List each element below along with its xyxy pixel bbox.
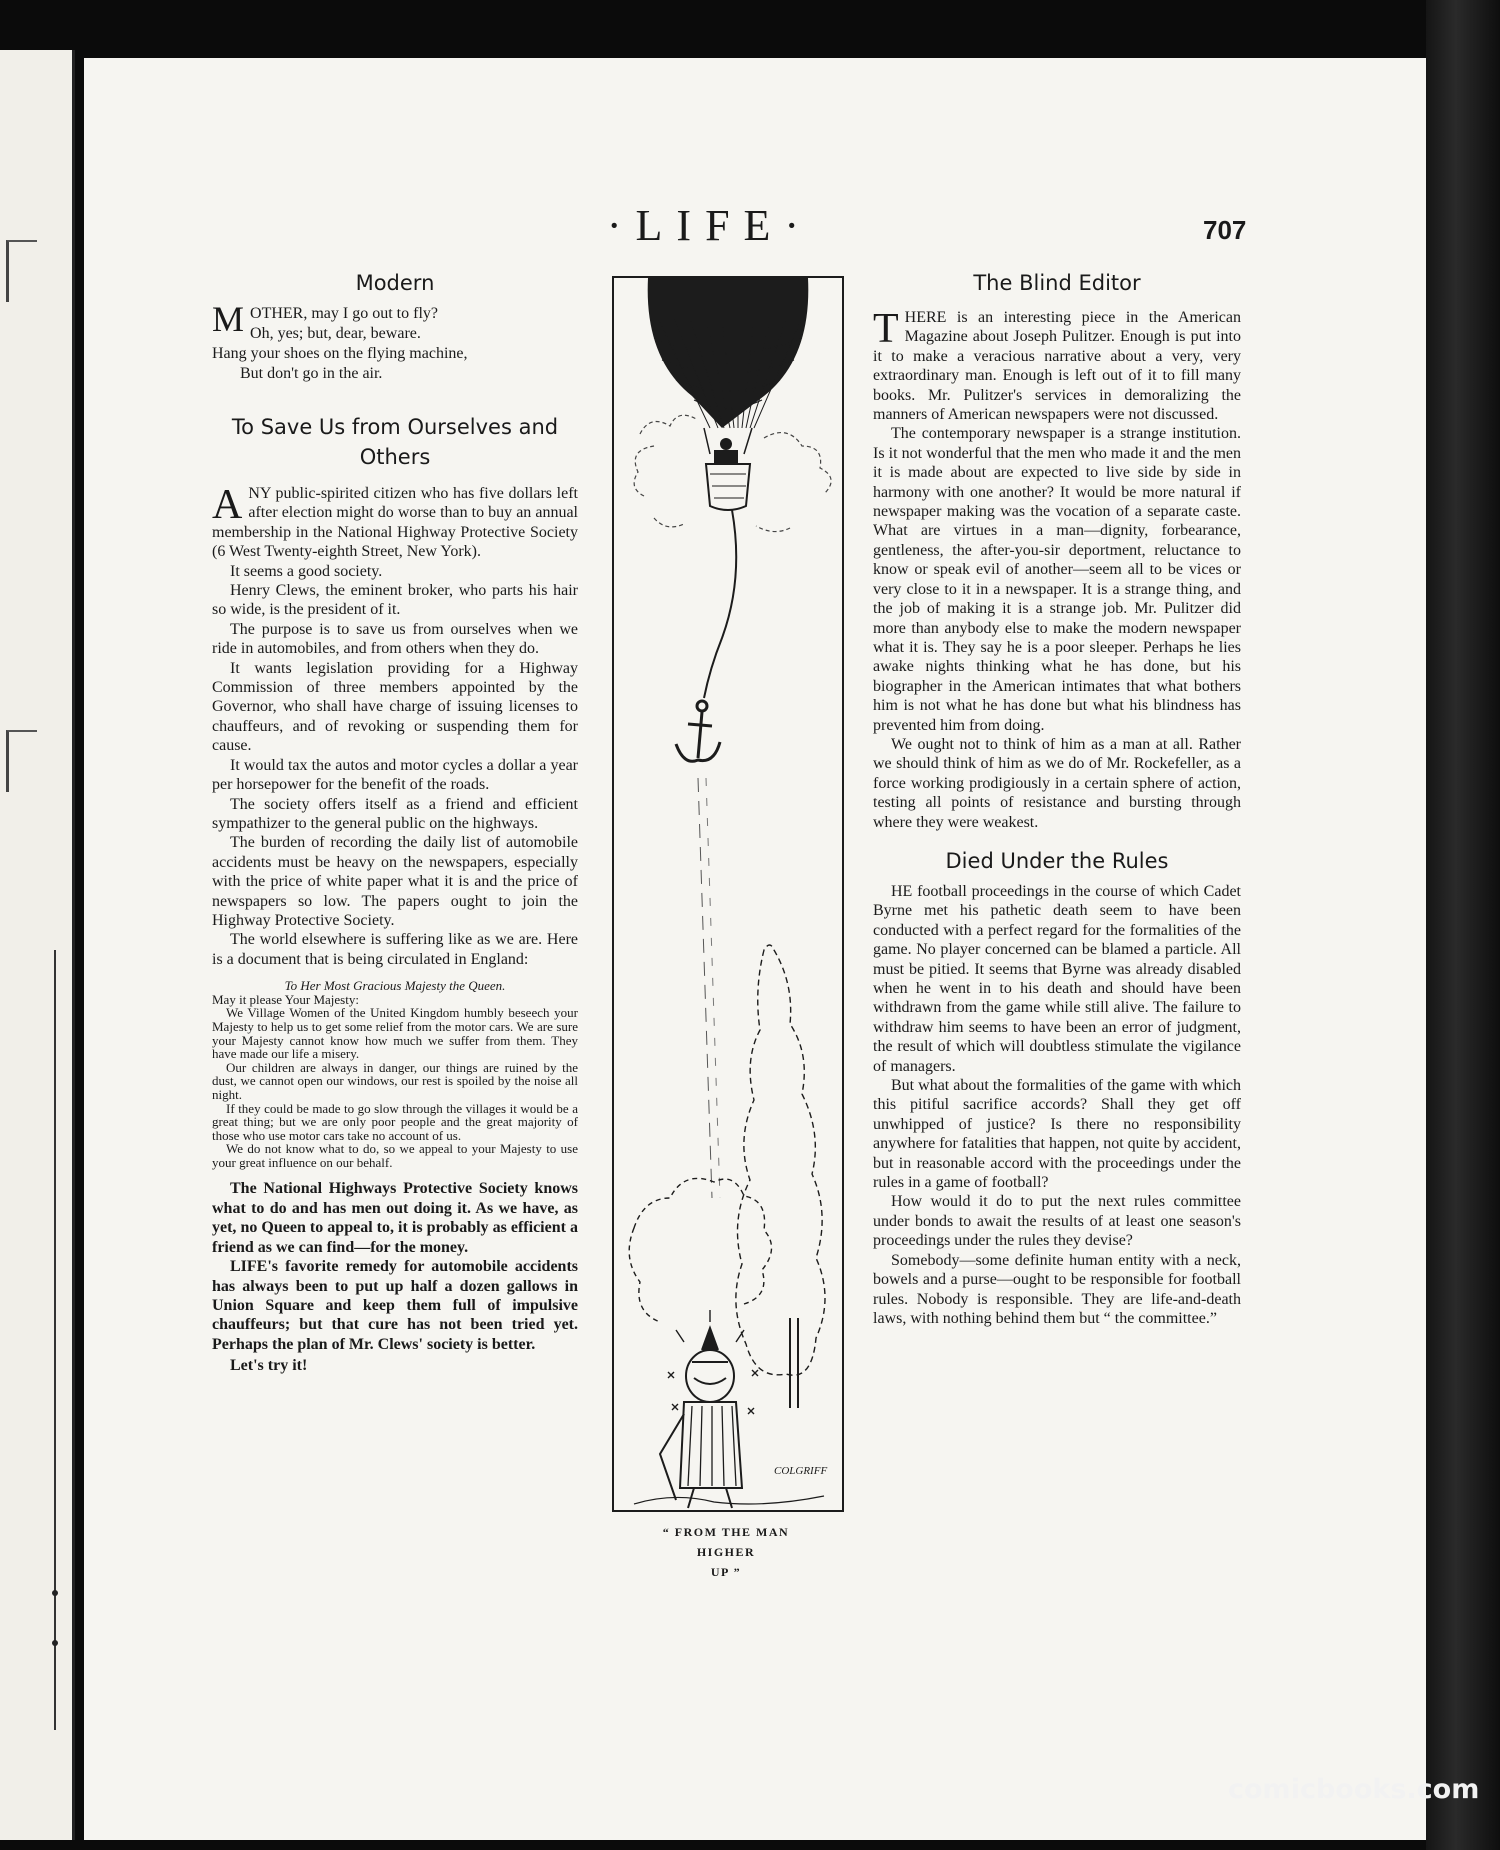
- petition-document: [212, 979, 578, 1169]
- paragraph: How would it do to put the next rules committee under bonds to await the results of at least one season's proceedings under the rules they devise?: [873, 1193, 1241, 1250]
- petition-paragraph: If they could be made to go slow through the villages it would be a great thing; but we are only poor people and the great majority of those who use motor cars take no account of us.: [212, 1100, 578, 1143]
- previous-page-edge: [0, 50, 75, 1840]
- poem-line: OTHER, may I go out to fly?: [250, 305, 438, 322]
- binding-dot: [52, 1640, 58, 1646]
- paragraph: The purpose is to save us from ourselves when we ride in automobiles, and from others when they do.: [212, 620, 578, 658]
- petition-paragraph: Our children are always in danger, our things are ruined by the dust, we cannot open our windows, our rest is spoiled by the noise all night.: [212, 1059, 578, 1102]
- binding-line: [54, 950, 56, 1730]
- paragraph: Henry Clews, the eminent broker, who parts his hair so wide, is the president of it.: [212, 582, 578, 619]
- paragraph: It wants legislation providing for a Highway Commission of three members appointed by the Governor, who shall have charge of issuing licenses to chauffeurs, and of revoking or suspending them for cause.: [212, 659, 578, 755]
- paragraph: The world elsewhere is suffering like as we are. Here is a document that is being circulated in England:: [212, 931, 578, 968]
- article-title-save-us: To Save Us from Ourselves and Others: [231, 415, 559, 469]
- petition-paragraph: We do not know what to do, so we appeal to your Majesty to use your great influence on our behalf.: [212, 1141, 578, 1170]
- paragraph: But what about the formalities of the game with which this pitiful sacrifice accords? Shall they get off unwhipped of justice? Is there no responsibility anywhere for fatalities that happen, not quite by accident, but in reasonable accord with the proceedings under the rules in a game of football?: [873, 1077, 1241, 1192]
- paragraph: HE football proceedings in the course of which Cadet Byrne met his pathetic death seem to have been conducted with a perfect regard for the formalities of the game. No player concerned can be blamed a particle. All must be pitied. It seems that Byrne was already disabled when he went in to his death and should have been withdrawn from the game while still alive. The failure to withdraw him seems to have been an error of judgment, the result of which will doubtless stimulate the vigilance of managers.: [873, 882, 1241, 1075]
- paragraph: The society offers itself as a friend and efficient sympathizer to the general public on the highways.: [212, 795, 578, 832]
- article-title-died-under-rules: Died Under the Rules: [945, 848, 1169, 873]
- paragraph: Somebody—some definite human entity with a neck, bowels and a purse—ought to be responsible for football rules. Nobody is responsible. They are life-and-death laws, with nothing behind them but “ the committee.”: [873, 1251, 1241, 1327]
- left-column: [212, 268, 578, 1376]
- balloon-cartoon-drawing: [614, 278, 842, 1510]
- struck-man-figure: [660, 1328, 742, 1508]
- poem-modern: [212, 299, 578, 384]
- binding-dot: [52, 1590, 58, 1596]
- article-title-modern: Modern: [355, 271, 435, 295]
- paragraph: The contemporary newspaper is a strange institution. Is it not wonderful that the men who made it and the men it is made about are expected to live side by side in harmony with one another? It would be more natural if newspaper making was the vocation of a separate caste. What are virtues in a man—dignity, forbearance, gentleness, the after-you-sir deportment, reluctance to know or speak evil of another—seem all to be vices or very close to it in a newspaper. It is a strange thing, and the job of making it is a strange job. Mr. Pulitzer did more than anybody else to make the modern newspaper what it is. They say he is a poor sleeper. Perhaps he lies awake nights thinking what he has done, but his biographer in the American intimates that what bothers him is not what he has done but what his blindness has prevented him from doing.: [873, 425, 1241, 734]
- balloon-basket: [706, 464, 750, 510]
- paragraph: The burden of recording the daily list of automobile accidents must be heavy on the newspapers, especially with the price of white paper what it is and the price of newspapers so low. The papers ought to join the Highway Protective Society.: [212, 834, 578, 929]
- petition-title: To Her Most Gracious Majesty the Queen.: [284, 978, 506, 994]
- scan-border: [1426, 0, 1500, 1850]
- tree-trunk: [790, 1318, 798, 1408]
- paragraph: ANY public-spirited citizen who has five dollars left after election might do worse than to buy an annual membership in the National Highway Protective Society (6 West Twenty-eighth Street, New York).: [212, 482, 578, 561]
- falling-motion-line: [698, 778, 712, 1198]
- cartoon-illustration: [612, 276, 844, 1512]
- dropcap: T: [873, 306, 899, 352]
- right-column: [873, 268, 1241, 1328]
- dropcap: M: [212, 299, 245, 339]
- page-number: 707: [1203, 215, 1247, 245]
- poem-line: Oh, yes; but, dear, beware.: [250, 325, 421, 342]
- paragraph: It seems a good society.: [230, 562, 383, 580]
- paragraph: LIFE's favorite remedy for automobile accidents has always been to put up half a dozen gallows in Union Square and keep them full of impulsive chauffeurs; but that cure has not been tried yet. Perhaps the plan of Mr. Clews' society is better.: [212, 1258, 578, 1353]
- watermark: comicbooks.com: [1228, 1774, 1480, 1805]
- caption-line: HIGHER: [696, 1545, 756, 1559]
- petition-salutation: May it please Your Majesty:: [212, 991, 359, 1007]
- poem-line: But don't go in the air.: [240, 365, 383, 382]
- caption-line: UP ”: [710, 1565, 742, 1579]
- previous-page-illustration-fragment: [6, 240, 37, 302]
- article-title-blind-editor: The Blind Editor: [973, 271, 1141, 295]
- artist-signature: COLGRIFF: [774, 1465, 828, 1477]
- anchor-rope: [704, 510, 736, 698]
- aeronaut-head: [720, 438, 732, 450]
- falling-motion-line: [706, 778, 720, 1198]
- paragraph: We ought not to think of him as a man at all. Rather we should think of him as we do of Mr. Rockefeller, as a force working prodigiously in a certain sphere of action, testing all points of resistance and bursting through where they were weakest.: [873, 735, 1241, 831]
- poem-line: Hang your shoes on the flying machine,: [212, 345, 468, 362]
- shrub-outline: [629, 1178, 771, 1322]
- tree-outline: [736, 945, 825, 1375]
- paragraph: The National Highways Protective Society knows what to do and has men out doing it. As we have, as yet, no Queen to appeal to, it is probably as efficient a friend as we can find—for the money.: [212, 1180, 578, 1256]
- dropcap: A: [212, 482, 243, 528]
- previous-page-illustration-fragment: [6, 730, 37, 792]
- petition-paragraph: We Village Women of the United Kingdom humbly beseech your Majesty to help us to get some relief from the motor cars. We are sure your Majesty cannot know how much we suffer from them. They have made our life a misery.: [212, 1005, 578, 1062]
- caption-line: “ FROM THE MAN: [662, 1525, 790, 1539]
- cartoon-caption: [600, 1522, 852, 1582]
- anchor-icon: [676, 701, 720, 761]
- paragraph: THERE is an interesting piece in the American Magazine about Joseph Pulitzer. Enough is put into it to make a veracious narrative about a very, very extraordinary man. Enough is left out of it to fill many books. Mr. Pulitzer's services in demoralizing the manners of American newspapers were not discussed.: [873, 306, 1241, 424]
- paragraph: It would tax the autos and motor cycles a dollar a year per horsepower for the benefit of the roads.: [212, 756, 578, 794]
- closing-line: Let's try it!: [230, 1357, 308, 1375]
- masthead: ·LIFE·: [606, 201, 814, 250]
